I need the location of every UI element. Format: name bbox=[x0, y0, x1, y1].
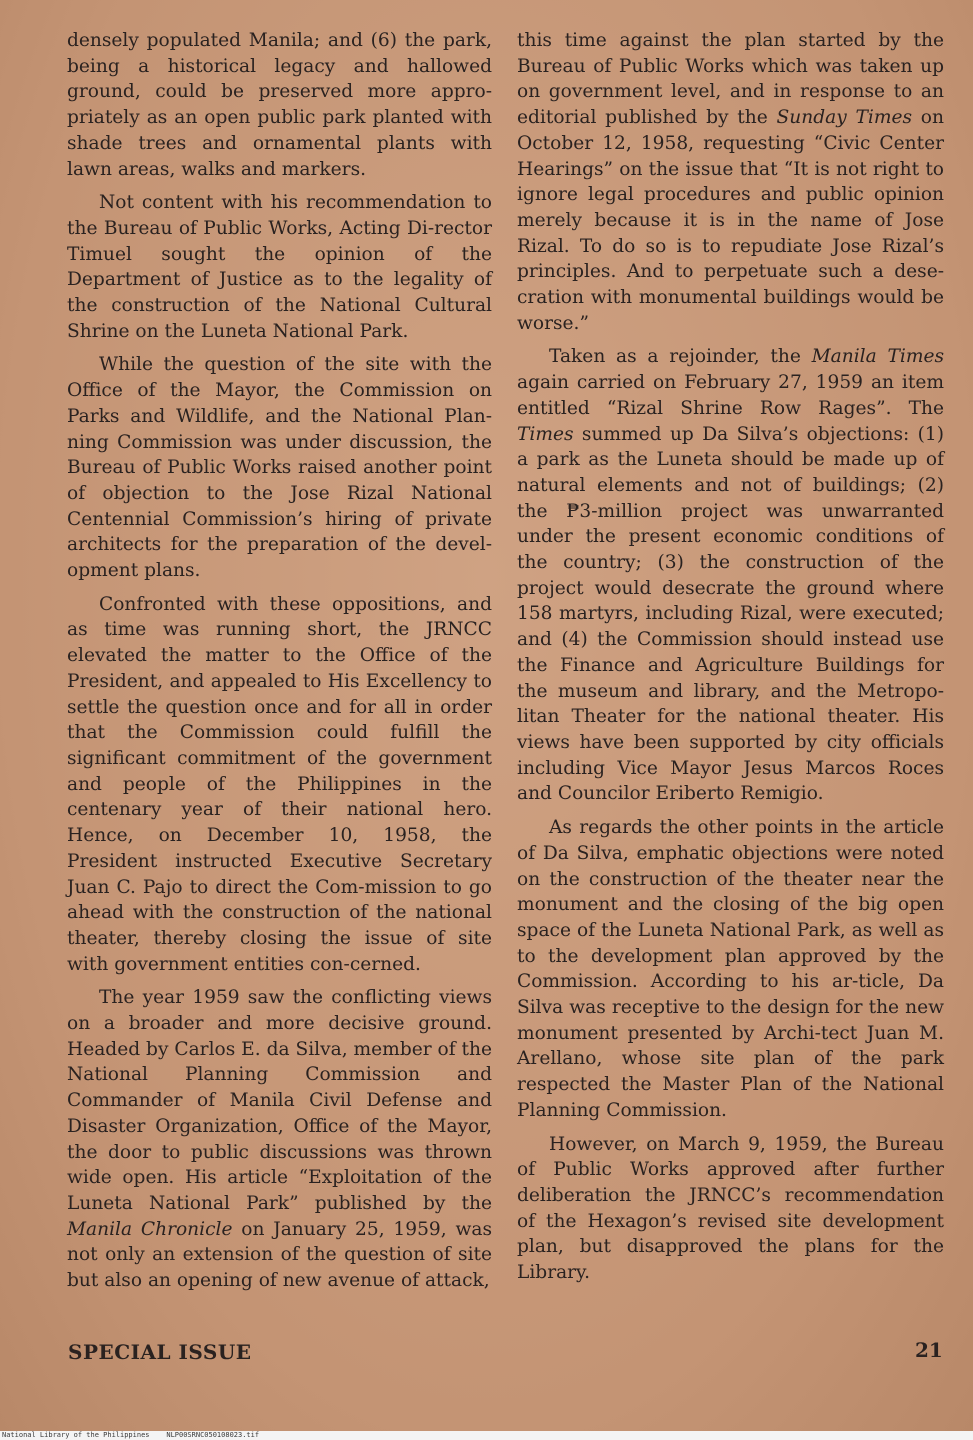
text-run: on January 25, 1959, was not only an extension of the question of site but also an opening of new avenue of attack, bbox=[67, 1218, 492, 1292]
paragraph: Confronted with these oppositions, and as time was running short, the JRNCC elevated the matter to the Office of the President, and appealed to His Excellency to settle the question once and for all in order that the Commission could fulfill the significant commitment of the government and people of the Philippines in the centenary year of their national hero. Hence, on December 10, 1958, the President instructed Executive Secretary Juan C. Pajo to direct the Com-mission to go ahead with the construction of the national theater, thereby closing the issue of site with government entities con-cerned. bbox=[67, 593, 492, 975]
paragraph: While the question of the site with the Office of the Mayor, the Commission on Parks and Wildlife, and the National Plan-ning Commission was under discussion, the Bureau of Public Works raised another point of objection to the Jose Rizal National Centennial Commission’s hiring of private architects for the preparation of the devel-opment plans. bbox=[67, 354, 492, 582]
paragraph: However, on March 9, 1959, the Bureau of Public Works approved after further deliberation the JRNCC’s recommendation of the Hexagon’s revised site development plan, but disapproved the plans for the Library. bbox=[517, 1133, 944, 1284]
text-run: summed up Da Silva’s objections: (1) a park as the Luneta should be made up of natural elements and not of buildings; (2) the ₱3-million project was unwarranted under the present economic conditions of the country; (3) the construction of the project would desecrate the ground where 158 martyrs, including Rizal, were executed; and (4) the Commission should instead use the Finance and Agriculture Buildings for the museum and library, and the Metropo-litan Theater for the national theater. His views have been supported by city officials including Vice Mayor Jesus Marcos Roces and Councilor Eriberto Remigio. bbox=[517, 423, 944, 805]
publication-footer: SPECIAL ISSUE bbox=[68, 1340, 252, 1364]
italic-title: Manila Chronicle bbox=[67, 1218, 233, 1240]
text-run: The year 1959 saw the conflicting views on a broader and more decisive ground. Headed by Carlos E. da Silva, member of the National Planning Commission and Commander of Manila Civil Defense and Disaster Organization, Office of the Mayor, the door to public discussions was thrown wide open. His article “Exploitation of the Luneta National Park” published by the bbox=[67, 987, 492, 1214]
paragraph: As regards the other points in the article of Da Silva, emphatic objections were noted on the construction of the theater near the monument and the closing of the big open space of the Luneta National Park, as well as to the development plan approved by the Commission. According to his ar-ticle, Da Silva was receptive to the design for the new monument presented by Archi-tect Juan M. Arellano, whose site plan of the park respected the Master Plan of the National Planning Commission. bbox=[517, 817, 944, 1121]
italic-title: Times bbox=[517, 423, 574, 445]
italic-title: Sunday Times bbox=[776, 107, 913, 129]
text-run: this time against the plan started by the Bureau of Public Works which was taken up on government level, and in response to an editorial published by the bbox=[517, 30, 944, 129]
left-column bbox=[67, 28, 492, 1302]
paragraph: Not content with his recommendation to the Bureau of Public Works, Acting Di-rector Timuel sought the opinion of the Department of Justice as to the legality of the construction of the National Cultural Shrine on the Luneta National Park. bbox=[67, 192, 492, 342]
paragraph bbox=[517, 28, 944, 336]
text-run: again carried on February 27, 1959 an item entitled “Rizal Shrine Row Rages”. The bbox=[517, 372, 944, 419]
text-run: Taken as a rejoinder, the bbox=[549, 346, 812, 368]
paragraph bbox=[517, 344, 944, 807]
paragraph bbox=[67, 985, 492, 1293]
page-number: 21 bbox=[915, 1338, 943, 1362]
scan-label: National Library of the Philippines NLP00SRNC050108023.tif bbox=[0, 1431, 973, 1440]
text-run: on October 12, 1958, requesting “Civic Center Hearings” on the issue that “It is not right to ignore legal procedures and public opinion merely because it is in the name of Jose Rizal. To do so is to repudiate Jose Rizal’s principles. And to perpetuate such a dese-cration with monumental buildings would be worse.” bbox=[517, 107, 944, 334]
right-column bbox=[517, 28, 944, 1294]
paragraph: densely populated Manila; and (6) the park, being a historical legacy and hallowed ground, could be preserved more appro-priately as an open public park planted with shade trees and ornamental plants with lawn areas, walks and markers. bbox=[67, 30, 492, 180]
italic-title: Manila Times bbox=[811, 346, 944, 368]
